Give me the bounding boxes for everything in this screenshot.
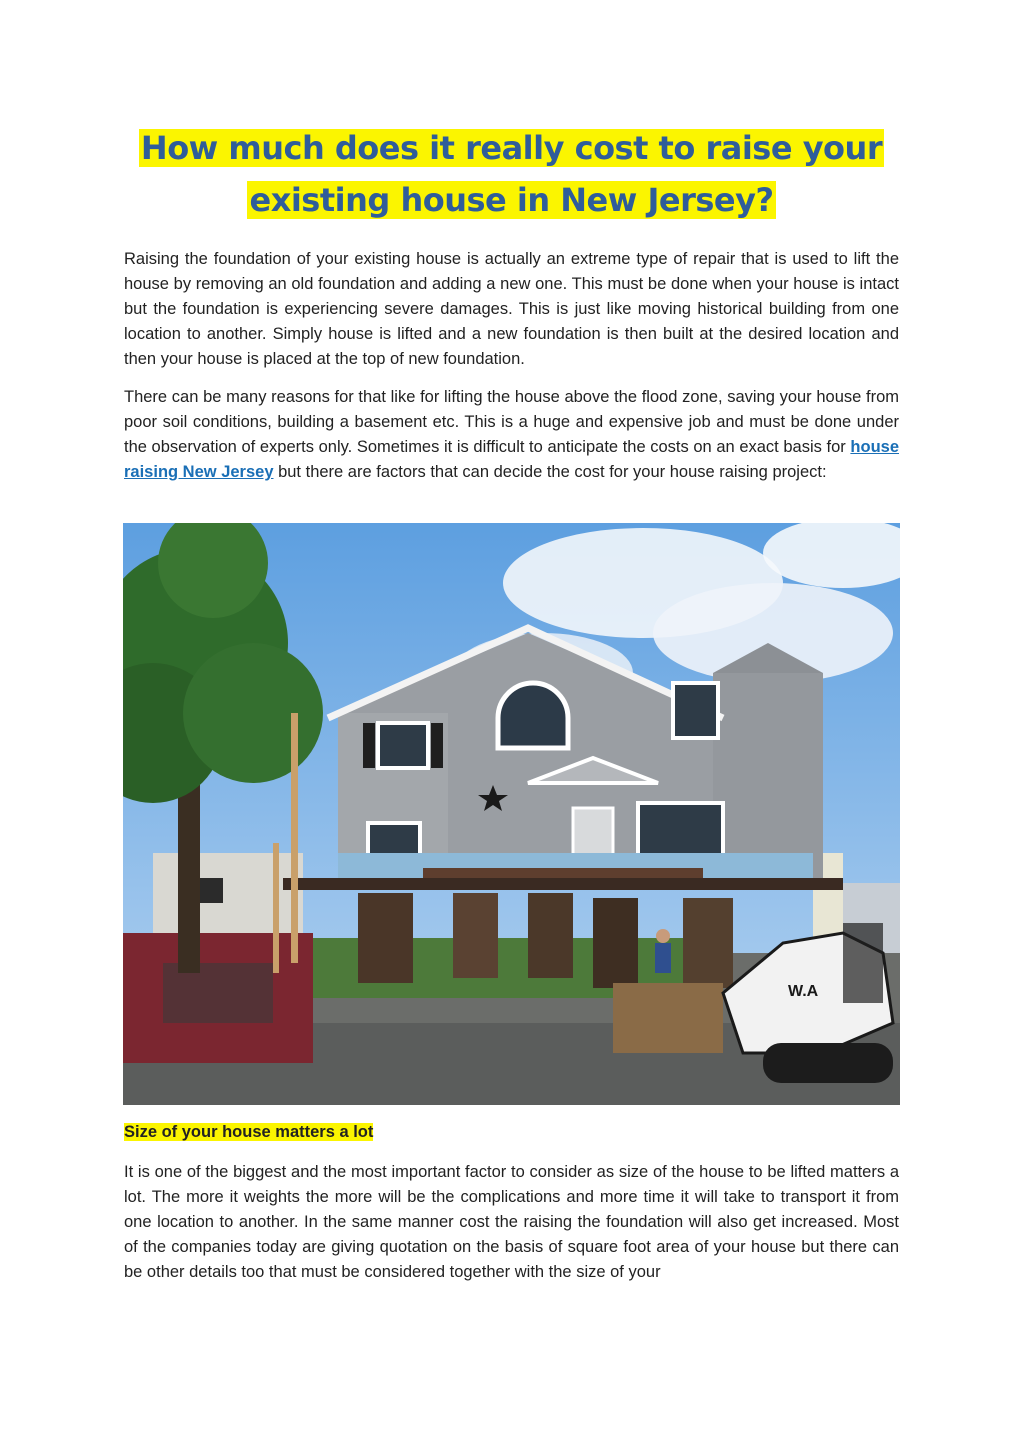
intro-paragraph: Raising the foundation of your existing house is actually an extreme type of repair that is used to lift the house by removing an old foundation and adding a new one. This must be done when your house is intact but the foundation is experiencing severe damages. This is just like moving historical building from one location to another. Simply house is lifted and a new foundation is then built at the desired location and then your house is placed at the top of new foundation. [124,250,899,368]
house-raising-photo [123,523,900,1105]
house-photo-illustration [123,523,900,1105]
page-title [110,122,913,226]
reasons-text-after: but there are factors that can decide the cost for your house raising project: [273,463,827,481]
skid-steer-sign: W.A [788,983,819,1000]
page-title-text: How much does it really cost to raise your existing house in New Jersey? [140,129,883,219]
house-raising-link[interactable]: house raising New Jersey [124,438,899,481]
section-heading-text: Size of your house matters a lot [124,1123,374,1141]
title-block [110,122,913,226]
reasons-text-before: There can be many reasons for that like for lifting the house above the flood zone, saving your house from poor soil conditions, building a basement etc. This is a huge and expensive job and must be done under the observation of experts only. Sometimes it is difficult to anticipate the costs on an exact basis for [124,388,899,456]
size-paragraph: It is one of the biggest and the most important factor to consider as size of the house to be lifted matters a lot. The more it weights the more will be the complications and more time it will take to transport it from one location to another. In the same manner cost the raising the foundation will also get increased. Most of the companies today are giving quotation on the basis of square foot area of your house but there can be other details too that must be considered together with the size of your [124,1163,899,1281]
section-heading [124,1123,373,1142]
reasons-paragraph [124,385,899,485]
